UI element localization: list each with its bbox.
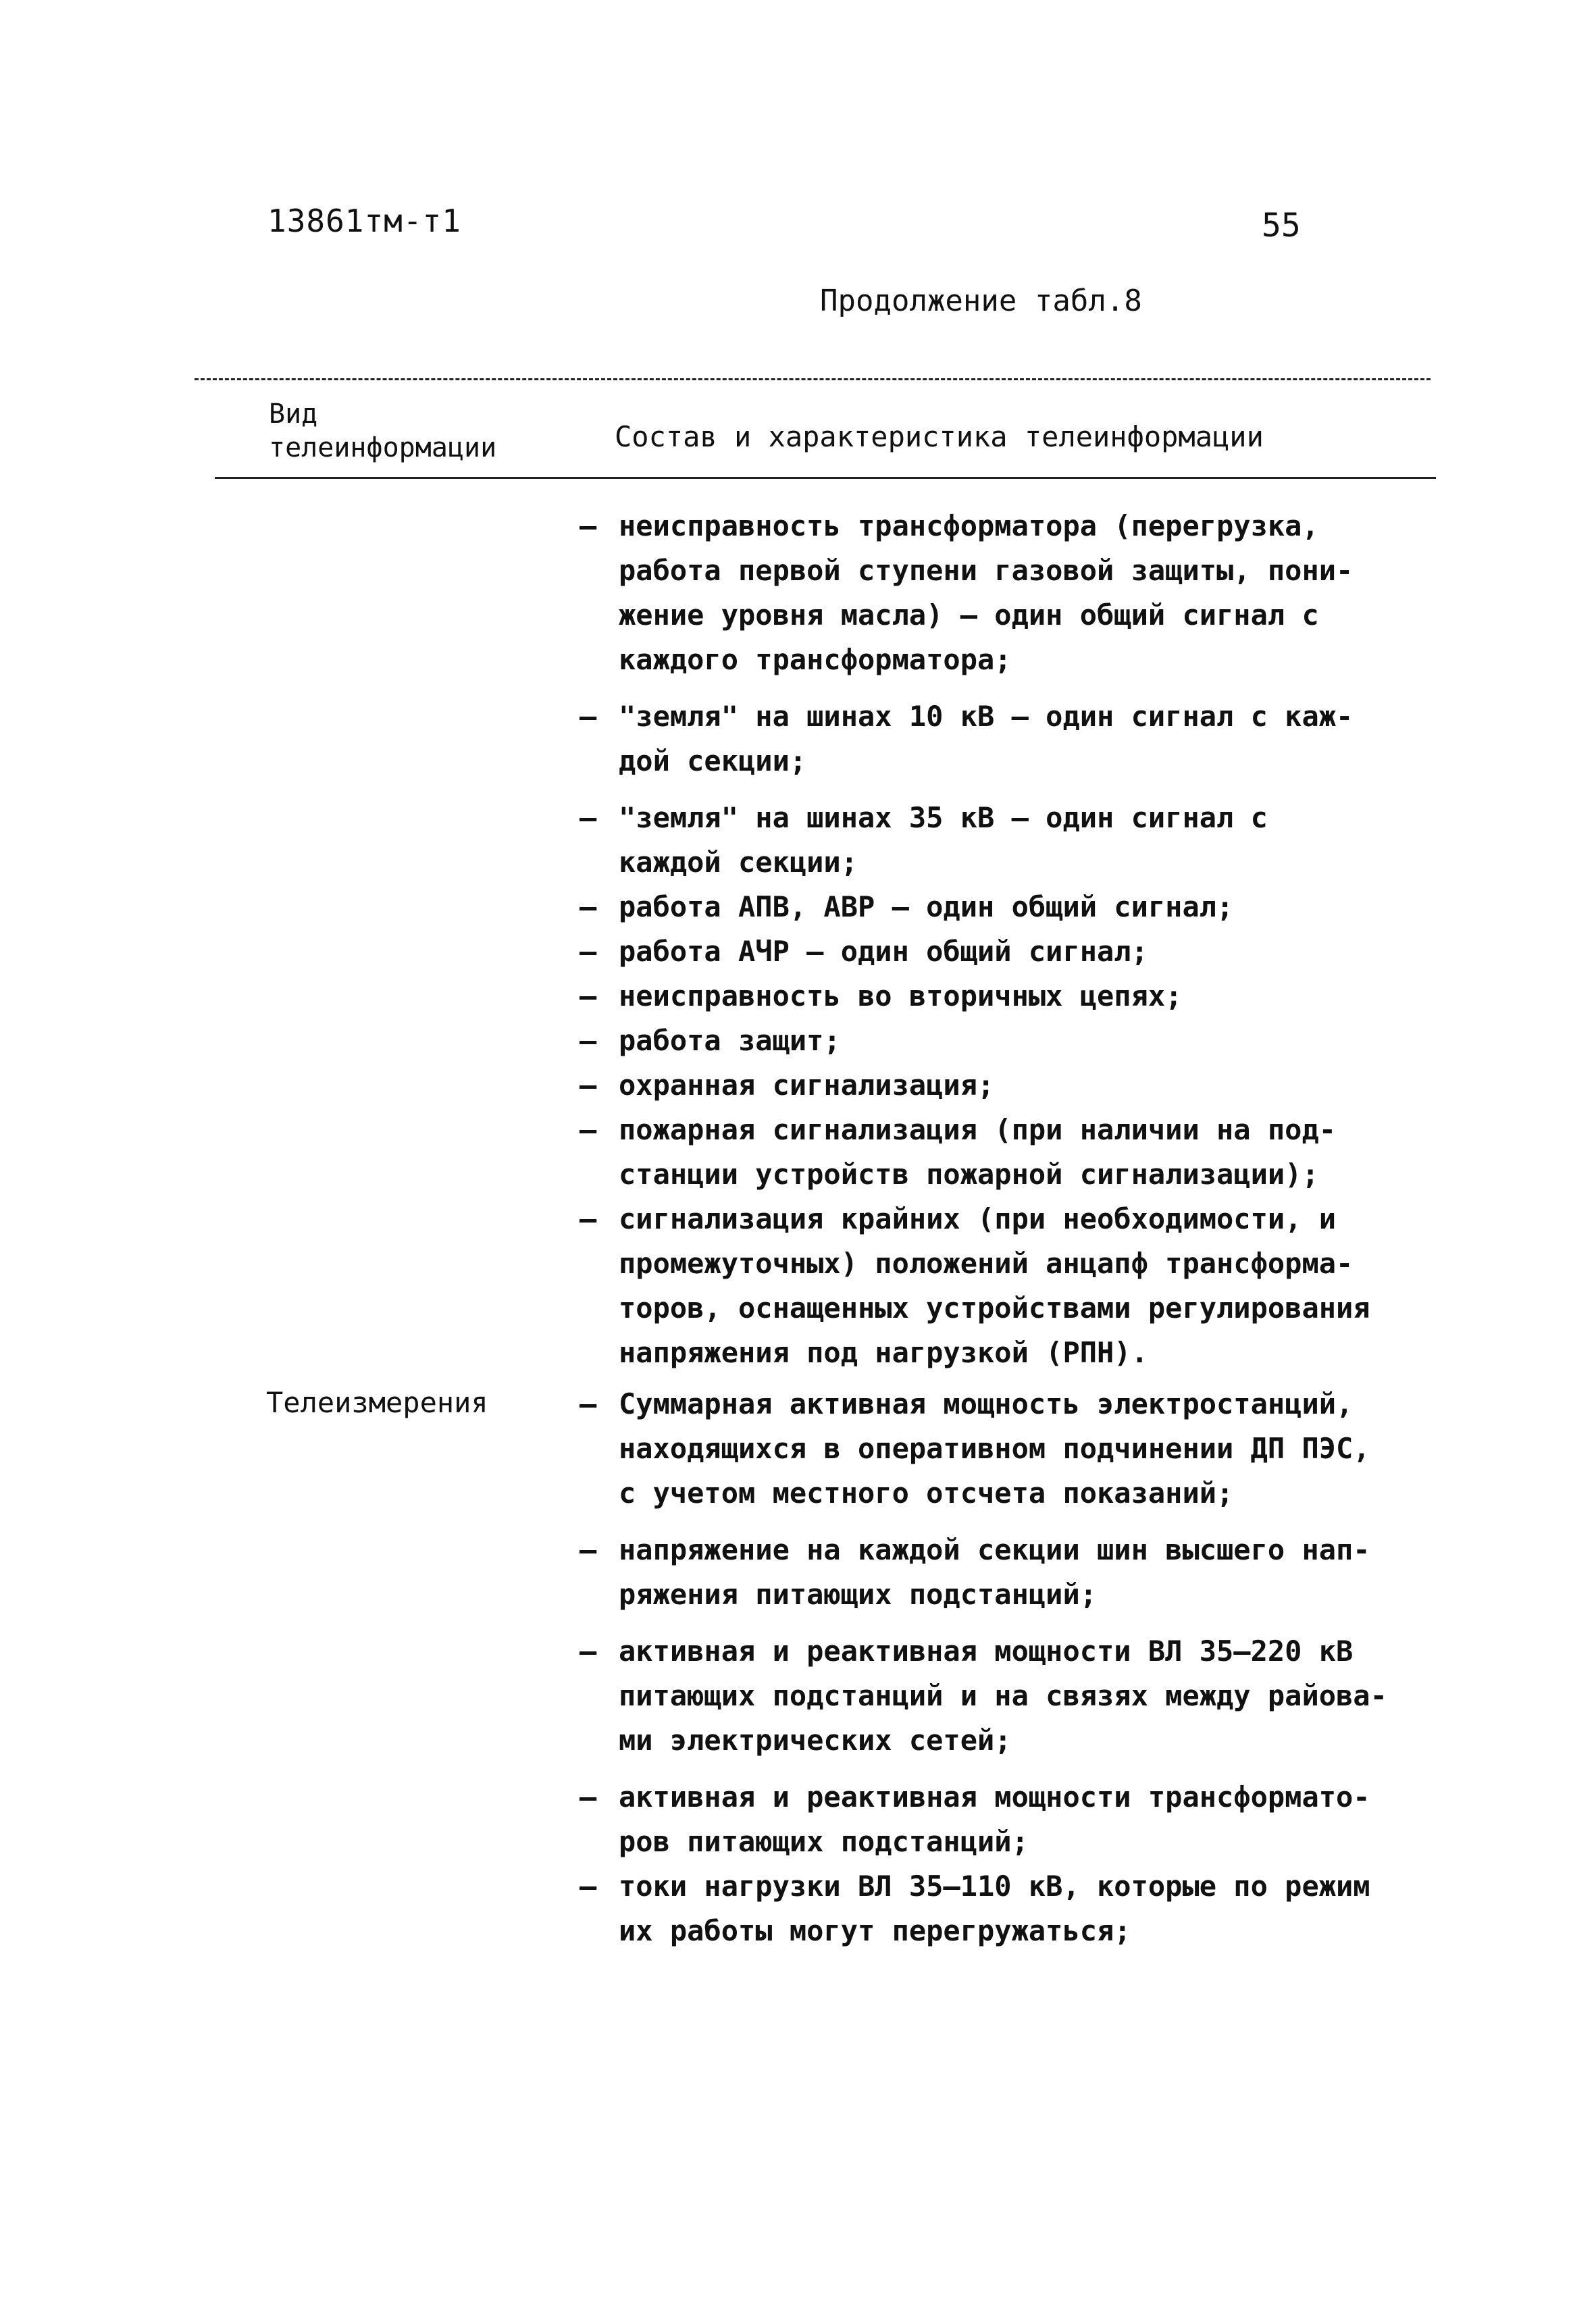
list-item-line: каждого трансформатора; — [619, 643, 1012, 676]
list-item — [580, 1864, 1437, 1953]
list-item-line: ров питающих подстанций; — [619, 1825, 1029, 1858]
list-item-line: ряжения питающих подстанций; — [619, 1578, 1098, 1611]
list-item-line: активная и реактивная мощности ВЛ 35–220 кВ — [619, 1635, 1354, 1668]
list-dash: – — [580, 1113, 597, 1146]
column-header-composition: Состав и характеристика телеинформации — [615, 420, 1264, 453]
list-item-line: "земля" на шинах 10 кВ – один сигнал с каж- — [619, 700, 1354, 733]
telemeasurement-label: Телеизмерения — [266, 1386, 488, 1419]
list-item-line: напряжение на каждой секции шин высшего нап- — [619, 1533, 1370, 1566]
list-dash: – — [580, 935, 597, 968]
list-item-line: каждой секции; — [619, 846, 858, 879]
list-item-line: пожарная сигнализация (при наличии на под- — [619, 1113, 1337, 1146]
list-dash: – — [580, 1069, 597, 1102]
list-item-line: Суммарная активная мощность электростанций, — [619, 1387, 1354, 1420]
list-dash: – — [580, 979, 597, 1012]
list-item-line: напряжения под нагрузкой (РПН). — [619, 1336, 1148, 1369]
list-item — [580, 929, 1437, 974]
list-item-line: их работы могут перегружаться; — [619, 1914, 1131, 1947]
list-item — [580, 1629, 1437, 1763]
list-item — [580, 885, 1437, 929]
list-item-line: дой секции; — [619, 744, 807, 777]
list-item-line: неисправность трансформатора (перегрузка, — [619, 509, 1319, 542]
list-item — [580, 974, 1437, 1019]
list-dash: – — [580, 1780, 597, 1814]
list-item — [580, 1528, 1437, 1617]
list-item-line: работа защит; — [619, 1024, 841, 1057]
table-top-rule — [195, 378, 1431, 380]
list-item — [580, 1019, 1437, 1063]
table-continuation-title: Продолжение табл.8 — [820, 284, 1142, 318]
column-header-type-line: телеинформации — [269, 432, 497, 463]
list-dash: – — [580, 801, 597, 834]
list-dash: – — [580, 890, 597, 923]
list-dash: – — [580, 1533, 597, 1566]
list-item-line: станции устройств пожарной сигнализации); — [619, 1158, 1319, 1191]
list-item-line: охранная сигнализация; — [619, 1069, 995, 1102]
list-item — [580, 1108, 1437, 1197]
list-dash: – — [580, 1635, 597, 1668]
table-header-rule — [215, 477, 1436, 479]
column-header-type — [269, 397, 496, 465]
list-item-line: работа АЧР – один общий сигнал; — [619, 935, 1148, 968]
list-item — [580, 1775, 1437, 1864]
list-dash: – — [580, 1202, 597, 1235]
list-item-line: токи нагрузки ВЛ 35–110 кВ, которые по режим — [619, 1870, 1370, 1903]
list-item-line: находящихся в оперативном подчинении ДП ПЭС, — [619, 1432, 1370, 1465]
list-dash: – — [580, 700, 597, 733]
list-item — [580, 1382, 1437, 1516]
list-item — [580, 504, 1437, 682]
list-item-line: торов, оснащенных устройствами регулирования — [619, 1291, 1370, 1325]
list-item-line: "земля" на шинах 35 кВ – один сигнал с — [619, 801, 1268, 834]
list-item-line: активная и реактивная мощности трансформато- — [619, 1780, 1370, 1814]
list-dash: – — [580, 509, 597, 542]
list-dash: – — [580, 1870, 597, 1903]
list-item — [580, 694, 1437, 783]
page-number: 55 — [1262, 207, 1301, 245]
list-item — [580, 1063, 1437, 1108]
document-code: 13861тм-т1 — [267, 203, 461, 239]
list-item-line: сигнализация крайних (при необходимости, и — [619, 1202, 1337, 1235]
list-item-line: ми электрических сетей; — [619, 1724, 1012, 1757]
list-item-line: промежуточных) положений анцапф трансформа- — [619, 1247, 1354, 1280]
list-item-line: жение уровня масла) – один общий сигнал с — [619, 598, 1319, 632]
list-item — [580, 1197, 1437, 1375]
list-item-line: работа первой ступени газовой защиты, пони- — [619, 554, 1354, 587]
list-item-line: работа АПВ, АВР – один общий сигнал; — [619, 890, 1234, 923]
list-item-line: неисправность во вторичных цепях; — [619, 979, 1183, 1012]
list-dash: – — [580, 1387, 597, 1420]
list-dash: – — [580, 1024, 597, 1057]
list-item-line: с учетом местного отсчета показаний; — [619, 1476, 1234, 1510]
list-item — [580, 796, 1437, 885]
list-item-line: питающих подстанций и на связях между райова- — [619, 1679, 1387, 1712]
column-header-type-line: Вид — [269, 398, 318, 430]
